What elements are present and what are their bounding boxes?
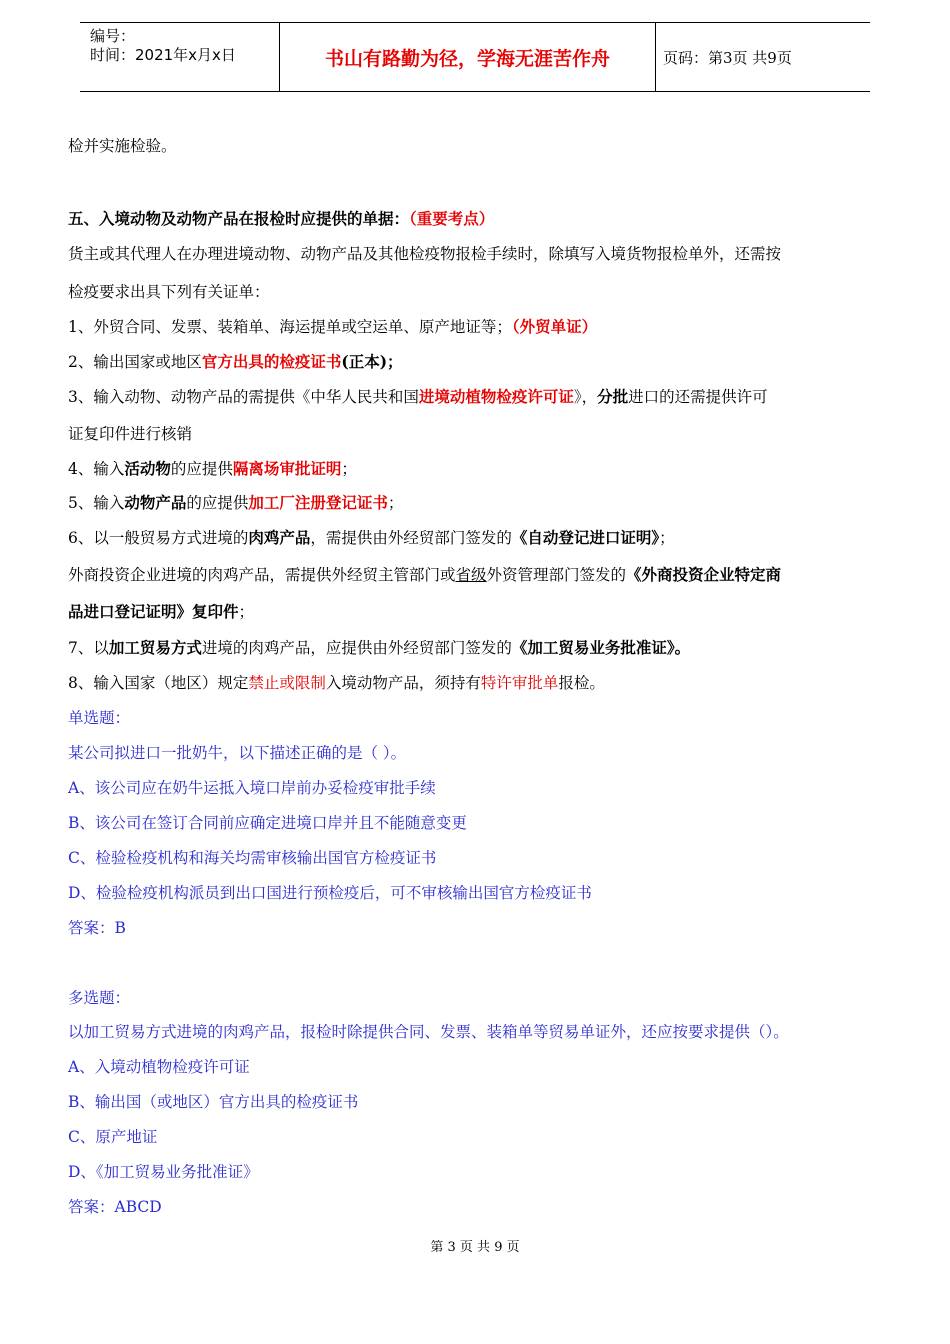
- option-c: C、原产地证: [68, 1128, 158, 1146]
- question-type: 单选题：: [68, 709, 131, 727]
- list-item-4: 4、输入活动物的应提供隔离场审批证明；: [68, 459, 357, 478]
- list-item-8: 8、输入国家（地区）规定禁止或限制入境动物产品，须持有特许审批单报检。: [68, 674, 605, 692]
- list-item-6: 6、以一般贸易方式进境的肉鸡产品，需提供由外经贸部门签发的《自动登记进口证明》；: [68, 528, 675, 547]
- option-a: A、该公司应在奶牛运抵入境口岸前办妥检疫审批手续: [68, 779, 436, 797]
- answer: 答案：B: [68, 919, 126, 937]
- list-item-3-cont: 证复印件进行核销: [68, 425, 193, 443]
- list-item-6-extra: 外商投资企业进境的肉鸡产品，需提供外经贸主管部门或省级外资管理部门签发的《外商投资企业特定商: [68, 565, 782, 584]
- question-stem: 某公司拟进口一批奶牛，以下描述正确的是（ ）。: [68, 744, 407, 762]
- option-d: D、检验检疫机构派员到出口国进行预检疫后，可不审核输出国官方检疫证书: [68, 884, 592, 902]
- option-d: D、《加工贸易业务批准证》: [68, 1163, 259, 1181]
- option-c: C、检验检疫机构和海关均需审核输出国官方检疫证书: [68, 849, 437, 867]
- list-item-7: 7、以加工贸易方式进境的肉鸡产品，应提供由外经贸部门签发的《加工贸易业务批准证》。: [68, 638, 691, 657]
- header-page-label: 页码：第3页 共9页: [663, 48, 792, 67]
- answer: 答案：ABCD: [68, 1198, 162, 1216]
- page-footer: 第 3 页 共 9 页: [430, 1240, 520, 1255]
- section-note: （重要考点）: [409, 209, 495, 228]
- option-a: A、入境动植物检疫许可证: [68, 1058, 250, 1076]
- question-stem: 以加工贸易方式进境的肉鸡产品，报检时除提供合同、发票、装箱单等贸易单证外，还应按要求提供（）。: [68, 1023, 789, 1041]
- option-b: B、输出国（或地区）官方出具的检疫证书: [68, 1093, 359, 1111]
- header-meta: [80, 23, 280, 91]
- list-item-2: 2、输出国家或地区官方出具的检疫证书(正本)；: [68, 352, 403, 371]
- list-item-3: 3、输入动物、动物产品的需提供《中华人民共和国进境动植物检疫许可证》，分批进口的还需提供许可: [68, 387, 768, 406]
- number-label: 编号：: [90, 27, 136, 45]
- page-header: [80, 22, 870, 92]
- list-item-6-cont: 品进口登记证明》复印件；: [68, 602, 255, 621]
- list-item-5: 5、输入动物产品的应提供加工厂注册登记证书；: [68, 493, 404, 512]
- list-item-1: 1、外贸合同、发票、装箱单、海运提单或空运单、原产地证等；（外贸单证）: [68, 317, 598, 336]
- paragraph-line: 货主或其代理人在办理进境动物、动物产品及其他检疫物报检手续时，除填写入境货物报检单外，还需按: [68, 245, 782, 263]
- time-label: 时间：2021年x月x日: [90, 46, 236, 64]
- text-line: 检并实施检验。: [68, 137, 177, 155]
- option-b: B、该公司在签订合同前应确定进境口岸并且不能随意变更: [68, 814, 467, 832]
- section-title: 五、入境动物及动物产品在报检时应提供的单据：（重要考点）: [68, 209, 495, 228]
- paragraph-line: 检疫要求出具下列有关证单：: [68, 283, 270, 301]
- header-motto: 书山有路勤为径，学海无涯苦作舟: [280, 23, 656, 91]
- question-type: 多选题：: [68, 989, 131, 1007]
